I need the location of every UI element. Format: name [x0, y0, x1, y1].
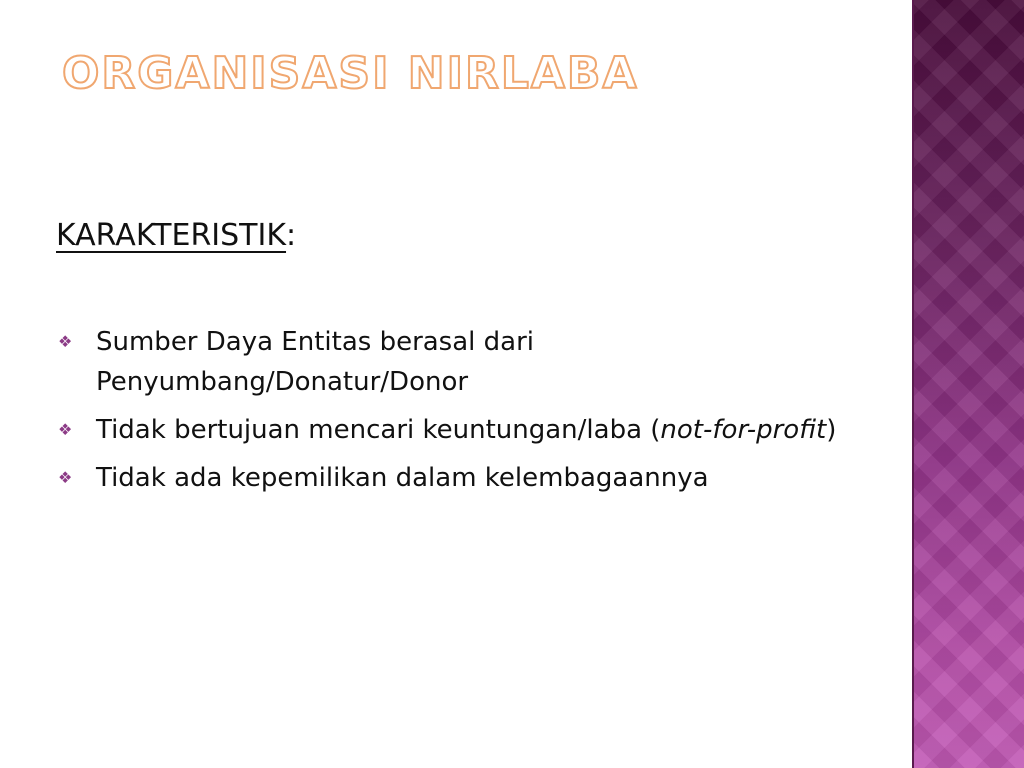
section-heading: [56, 218, 296, 253]
bullet-text: Tidak bertujuan mencari keuntungan/laba (: [96, 415, 661, 445]
diamond-bullet-icon: ❖: [58, 468, 73, 487]
list-item: [56, 322, 896, 402]
decorative-side-band: [912, 0, 1024, 768]
bullet-list: [56, 322, 896, 506]
list-item: [56, 410, 896, 450]
bullet-text-end: ): [826, 415, 837, 445]
bullet-text: Sumber Daya Entitas berasal dari Penyumbang/Donatur/Donor: [96, 327, 535, 397]
bullet-text: Tidak ada kepemilikan dalam kelembagaannya: [96, 463, 709, 493]
diamond-bullet-icon: ❖: [58, 420, 73, 439]
list-item: [56, 458, 896, 498]
heading-colon: :: [286, 218, 297, 253]
heading-word: KARAKTERISTIK: [56, 218, 287, 253]
bullet-text-italic: not-for-profit: [660, 415, 827, 445]
slide-title: ORGANISASI NIRLABA: [62, 48, 639, 99]
diamond-bullet-icon: ❖: [58, 332, 73, 351]
